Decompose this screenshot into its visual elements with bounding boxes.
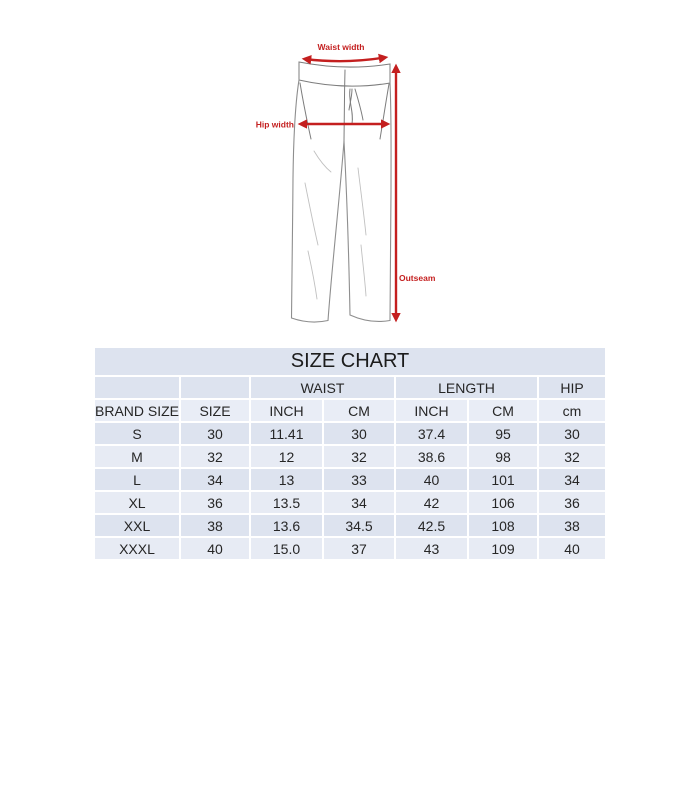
waist-cm-cell: 34.5 bbox=[324, 515, 394, 536]
hip-cm-cell: 40 bbox=[539, 538, 605, 559]
table-row bbox=[95, 469, 605, 490]
pants-measurement-diagram bbox=[250, 33, 440, 338]
brand-size-cell: S bbox=[95, 423, 179, 444]
pants-right-pocket-seam bbox=[380, 84, 389, 139]
waist-inch-cell: 13.6 bbox=[251, 515, 322, 536]
length-inch-cell: 38.6 bbox=[396, 446, 467, 467]
length-inch-cell: 37.4 bbox=[396, 423, 467, 444]
brand-size-cell: XXL bbox=[95, 515, 179, 536]
waist-cm-cell: 34 bbox=[324, 492, 394, 513]
size-cell: 32 bbox=[181, 446, 249, 467]
table-title-row bbox=[95, 348, 605, 375]
size-cell: 30 bbox=[181, 423, 249, 444]
hip-cm-cell: 36 bbox=[539, 492, 605, 513]
table-row bbox=[95, 515, 605, 536]
waist-group-header: WAIST bbox=[251, 377, 394, 398]
waist-inch-cell: 13 bbox=[251, 469, 322, 490]
column-header-waist-cm: CM bbox=[324, 400, 394, 421]
empty-cell bbox=[95, 377, 179, 398]
column-header-waist-inch: INCH bbox=[251, 400, 322, 421]
length-inch-cell: 43 bbox=[396, 538, 467, 559]
length-cm-cell: 95 bbox=[469, 423, 537, 444]
length-cm-cell: 106 bbox=[469, 492, 537, 513]
size-cell: 40 bbox=[181, 538, 249, 559]
column-header-length-cm: CM bbox=[469, 400, 537, 421]
column-header-size: SIZE bbox=[181, 400, 249, 421]
table-row bbox=[95, 538, 605, 559]
length-cm-cell: 98 bbox=[469, 446, 537, 467]
pants-center-seam bbox=[344, 70, 345, 141]
length-cm-cell: 108 bbox=[469, 515, 537, 536]
brand-size-cell: L bbox=[95, 469, 179, 490]
waist-cm-cell: 37 bbox=[324, 538, 394, 559]
hip-group-header: HIP bbox=[539, 377, 605, 398]
waist-cm-cell: 33 bbox=[324, 469, 394, 490]
table-row bbox=[95, 446, 605, 467]
waist-width-arrow bbox=[305, 58, 385, 62]
table-group-header-row bbox=[95, 377, 605, 398]
pants-drawstring bbox=[349, 89, 363, 124]
hip-cm-cell: 34 bbox=[539, 469, 605, 490]
size-cell: 34 bbox=[181, 469, 249, 490]
length-group-header: LENGTH bbox=[396, 377, 537, 398]
column-header-hip-cm: cm bbox=[539, 400, 605, 421]
column-header-length-inch: INCH bbox=[396, 400, 467, 421]
waist-cm-cell: 30 bbox=[324, 423, 394, 444]
pants-wrinkle-lines bbox=[305, 151, 366, 299]
size-cell: 38 bbox=[181, 515, 249, 536]
waist-inch-cell: 15.0 bbox=[251, 538, 322, 559]
hip-cm-cell: 38 bbox=[539, 515, 605, 536]
waist-inch-cell: 13.5 bbox=[251, 492, 322, 513]
waist-cm-cell: 32 bbox=[324, 446, 394, 467]
hip-cm-cell: 32 bbox=[539, 446, 605, 467]
size-cell: 36 bbox=[181, 492, 249, 513]
waist-width-label: Waist width bbox=[317, 42, 365, 52]
waist-inch-cell: 12 bbox=[251, 446, 322, 467]
hip-width-label: Hip width bbox=[255, 119, 294, 130]
length-inch-cell: 42 bbox=[396, 492, 467, 513]
brand-size-cell: M bbox=[95, 446, 179, 467]
outseam-label: Outseam bbox=[399, 273, 436, 283]
size-chart-title: SIZE CHART bbox=[95, 348, 605, 375]
size-chart-table bbox=[93, 346, 607, 561]
length-inch-cell: 40 bbox=[396, 469, 467, 490]
hip-cm-cell: 30 bbox=[539, 423, 605, 444]
waist-inch-cell: 11.41 bbox=[251, 423, 322, 444]
empty-cell bbox=[181, 377, 249, 398]
pants-left-pocket-seam bbox=[300, 83, 311, 139]
length-inch-cell: 42.5 bbox=[396, 515, 467, 536]
length-cm-cell: 101 bbox=[469, 469, 537, 490]
column-header-brand-size: BRAND SIZE bbox=[95, 400, 179, 421]
table-column-header-row bbox=[95, 400, 605, 421]
table-row bbox=[95, 423, 605, 444]
brand-size-cell: XL bbox=[95, 492, 179, 513]
length-cm-cell: 109 bbox=[469, 538, 537, 559]
brand-size-cell: XXXL bbox=[95, 538, 179, 559]
table-row bbox=[95, 492, 605, 513]
